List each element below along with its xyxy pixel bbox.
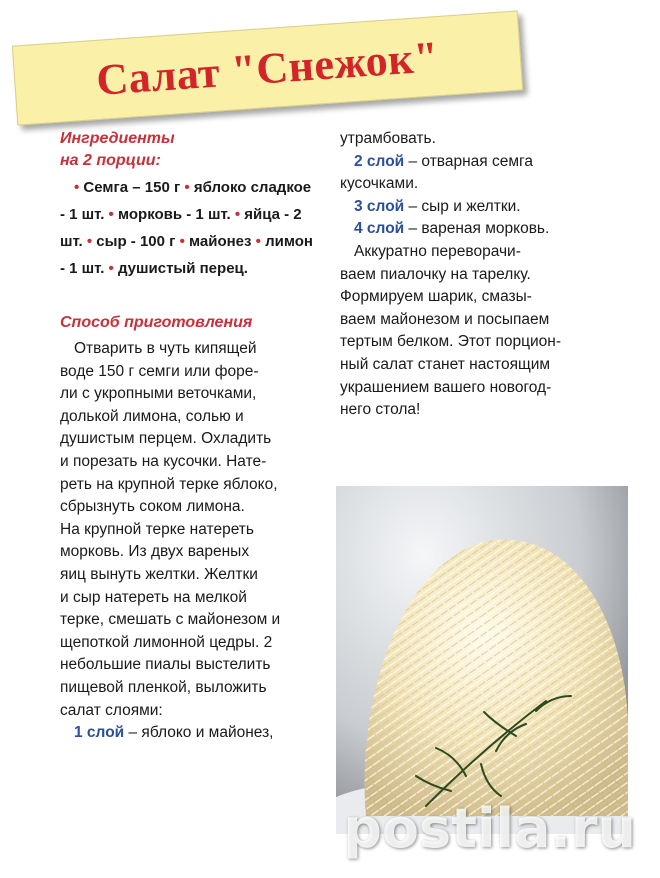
- final-line: украшением вашего новогод-: [340, 378, 552, 396]
- layer-2-label: 2 слой: [354, 152, 405, 170]
- layer-3-line: [340, 196, 610, 219]
- right-column: [340, 128, 610, 422]
- final-line: ваем пиалочку на тарелку.: [340, 265, 531, 283]
- layer-4-line: [340, 218, 610, 241]
- layer-1-line: [60, 722, 320, 745]
- method-line: душистым перцем. Охладить: [60, 430, 272, 448]
- bullet-icon: •: [179, 233, 189, 250]
- ingredient-item: майонез: [188, 233, 252, 250]
- ingredients-list: [60, 174, 320, 282]
- method-line: долькой лимона, солью и: [60, 407, 244, 425]
- postila-logo-icon: [283, 803, 335, 855]
- method-line: щепоткой лимонной цедры. 2: [60, 633, 273, 651]
- ingredient-item: душистый перец.: [117, 260, 248, 277]
- layer-2-text: – отварная семга: [404, 152, 533, 170]
- final-line: тертым белком. Этот порцион-: [340, 333, 561, 351]
- page-title: Салат "Снежок": [94, 31, 441, 105]
- layer-3-label: 3 слой: [354, 197, 405, 215]
- final-line: него стола!: [340, 401, 421, 419]
- ingredients-heading-line1: Ингредиенты: [60, 130, 175, 147]
- salad-photo: [336, 486, 628, 834]
- ingredients-heading: [60, 128, 320, 172]
- method-line: и сыр натереть на мелкой: [60, 588, 247, 606]
- final-line: ный салат станет настоящим: [340, 355, 551, 373]
- method-line: ли с укропными веточками,: [60, 385, 257, 403]
- bullet-icon: •: [74, 179, 84, 196]
- ingredients-heading-line2: на 2 порции:: [60, 152, 161, 169]
- bullet-icon: •: [108, 206, 118, 223]
- method-line: яиц вынуть желтки. Желтки: [60, 565, 258, 583]
- ingredient-item: лимон - 1 шт.: [60, 233, 313, 277]
- method-line: морковь. Из двух вареных: [60, 543, 250, 561]
- layer-4-label: 4 слой: [354, 220, 405, 238]
- method-line: салат слоями:: [60, 701, 163, 719]
- watermark-text: postila.ru: [343, 797, 636, 860]
- method-line: воде 150 г семги или форе-: [60, 362, 259, 380]
- final-line: ваем майонезом и посыпаем: [340, 310, 550, 328]
- method-line: сбрызнуть соком лимона.: [60, 498, 245, 516]
- method-heading: Способ приготовления: [60, 314, 253, 331]
- method-line: и порезать на кусочки. Нате-: [60, 452, 267, 470]
- layer-2-continued: кусочками.: [340, 175, 419, 193]
- method-text-left: [60, 338, 320, 745]
- ingredient-item: морковь - 1 шт.: [117, 206, 231, 223]
- method-line: реть на крупной терке яблоко,: [60, 475, 278, 493]
- final-line: Формируем шарик, смазы-: [340, 288, 532, 306]
- bullet-icon: •: [255, 233, 266, 250]
- watermark: [283, 797, 636, 860]
- salad-photo-illustration: [336, 486, 628, 834]
- ingredient-item: яйца - 2 шт.: [60, 206, 302, 250]
- method-line: пищевой пленкой, выложить: [60, 678, 267, 696]
- method-line: На крупной терке натереть: [60, 520, 254, 538]
- ingredient-item: яблоко сладкое - 1 шт.: [60, 179, 312, 223]
- layer-1-label: 1 слой: [74, 724, 125, 742]
- method-line: Отварить в чуть кипящей: [74, 340, 257, 357]
- title-banner: [12, 10, 523, 125]
- ingredient-item: Семга – 150 г: [83, 179, 181, 196]
- bullet-icon: •: [184, 179, 194, 196]
- bullet-icon: •: [108, 260, 118, 277]
- layer-4-text: – вареная морковь.: [404, 220, 550, 238]
- bullet-icon: •: [86, 233, 97, 250]
- final-line: Аккуратно переворачи-: [354, 242, 521, 260]
- method-line: утрамбовать.: [340, 130, 436, 147]
- layer-1-text: – яблоко и майонез,: [124, 724, 274, 742]
- layer-3-text: – сыр и желтки.: [404, 197, 521, 215]
- ingredient-item: сыр - 100 г: [96, 233, 176, 250]
- method-line: терке, смешать с майонезом и: [60, 611, 281, 629]
- method-line: небольшие пиалы выстелить: [60, 656, 271, 674]
- layer-2-line: [340, 151, 610, 174]
- bullet-icon: •: [234, 206, 245, 223]
- left-column: [60, 128, 320, 745]
